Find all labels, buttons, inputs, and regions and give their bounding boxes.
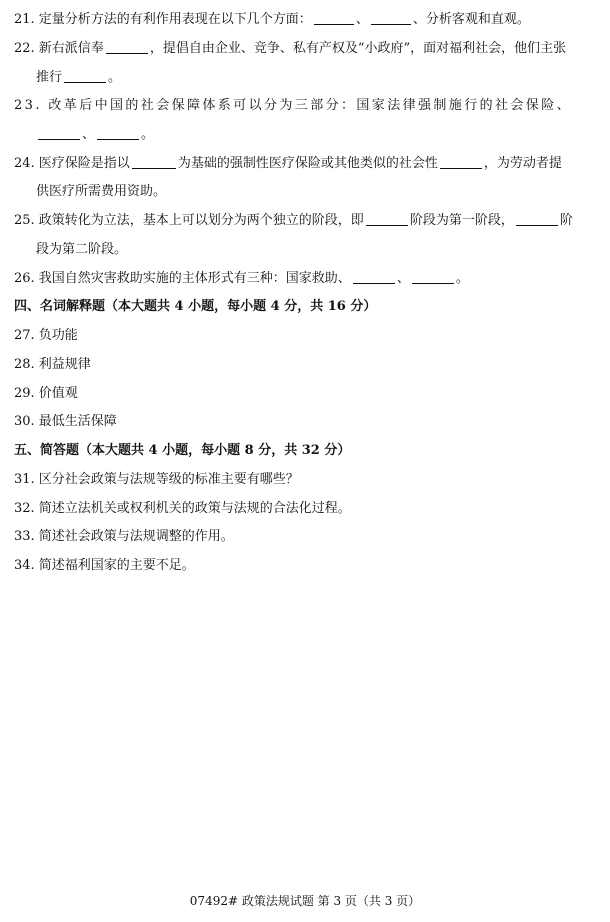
q24-text-b: 为基础的强制性医疗保险或其他类似的社会性 <box>177 156 438 171</box>
answer-blank <box>353 271 395 284</box>
q24-text-c: ，为劳动者提 <box>483 156 562 171</box>
question-23 <box>14 97 596 115</box>
q22-text-c: 推行 <box>36 70 63 85</box>
section-5-item: 33. 简述社会政策与法规调整的作用。 <box>14 529 234 544</box>
q23-sep: 、 <box>82 127 96 142</box>
q22-text-a: 22. 新右派信奉 <box>14 41 104 56</box>
answer-blank <box>64 70 106 83</box>
answer-blank <box>366 213 408 226</box>
page-footer: 07492# 政策法规试题 第 3 页（共 3 页） <box>189 894 421 908</box>
answer-blank <box>314 12 354 25</box>
answer-blank <box>38 127 80 140</box>
question-24-cont <box>36 183 596 201</box>
q22-text-d: 。 <box>108 70 122 85</box>
q26-text-a: 26. 我国自然灾害救助实施的主体形式有三种：国家救助、 <box>14 271 351 286</box>
section-5-item: 31. 区分社会政策与法规等级的标准主要有哪些？ <box>14 472 299 487</box>
section-4-item: 27. 负功能 <box>14 328 78 343</box>
q21-text-a: 21. 定量分析方法的有利作用表现在以下几个方面： <box>14 12 312 27</box>
answer-blank <box>97 127 139 140</box>
q24-text-d: 供医疗所需费用资助。 <box>36 184 167 199</box>
q25-text-a: 25. 政策转化为立法，基本上可以划分为两个独立的阶段，即 <box>14 213 364 228</box>
q24-text-a: 24. 医疗保险是指以 <box>14 156 130 171</box>
q23-end: 。 <box>141 127 155 142</box>
question-22 <box>14 40 596 58</box>
question-25 <box>14 212 596 230</box>
section-4-item: 28. 利益规律 <box>14 357 91 372</box>
question-23-cont <box>36 126 596 144</box>
question-22-cont <box>36 69 596 87</box>
section-4-item: 29. 价值观 <box>14 386 78 401</box>
question-26 <box>14 270 596 288</box>
section-5-item: 34. 简述福利国家的主要不足。 <box>14 558 195 573</box>
question-25-cont <box>36 241 596 259</box>
section-5-title: 五、简答题（本大题共 4 小题，每小题 8 分，共 32 分） <box>14 443 351 458</box>
q25-text-c: 阶 <box>559 213 573 228</box>
answer-blank <box>132 156 176 169</box>
q26-text-c: 。 <box>455 271 469 286</box>
q26-text-b: 、 <box>396 271 410 286</box>
q22-text-b: ，提倡自由企业、竞争、私有产权及“小政府”，面对福利社会，他们主张 <box>149 41 567 56</box>
q25-text-b: 阶段为第一阶段， <box>409 213 514 228</box>
answer-blank <box>371 12 411 25</box>
q25-text-d: 段为第二阶段。 <box>36 242 128 257</box>
question-21 <box>14 11 596 29</box>
section-4-item: 30. 最低生活保障 <box>14 414 117 429</box>
section-4-title: 四、名词解释题（本大题共 4 小题，每小题 4 分，共 16 分） <box>14 299 377 314</box>
q21-text-b: 、 <box>355 12 369 27</box>
answer-blank <box>106 41 148 54</box>
answer-blank <box>516 213 558 226</box>
q23-text-a: 23. 改革后中国的社会保障体系可以分为三部分：国家法律强制施行的社会保险、 <box>14 98 573 113</box>
answer-blank <box>440 156 482 169</box>
q21-text-c: 、分析客观和直观。 <box>412 12 530 27</box>
question-24 <box>14 155 596 173</box>
section-5-item: 32. 简述立法机关或权利机关的政策与法规的合法化过程。 <box>14 501 351 516</box>
answer-blank <box>412 271 454 284</box>
